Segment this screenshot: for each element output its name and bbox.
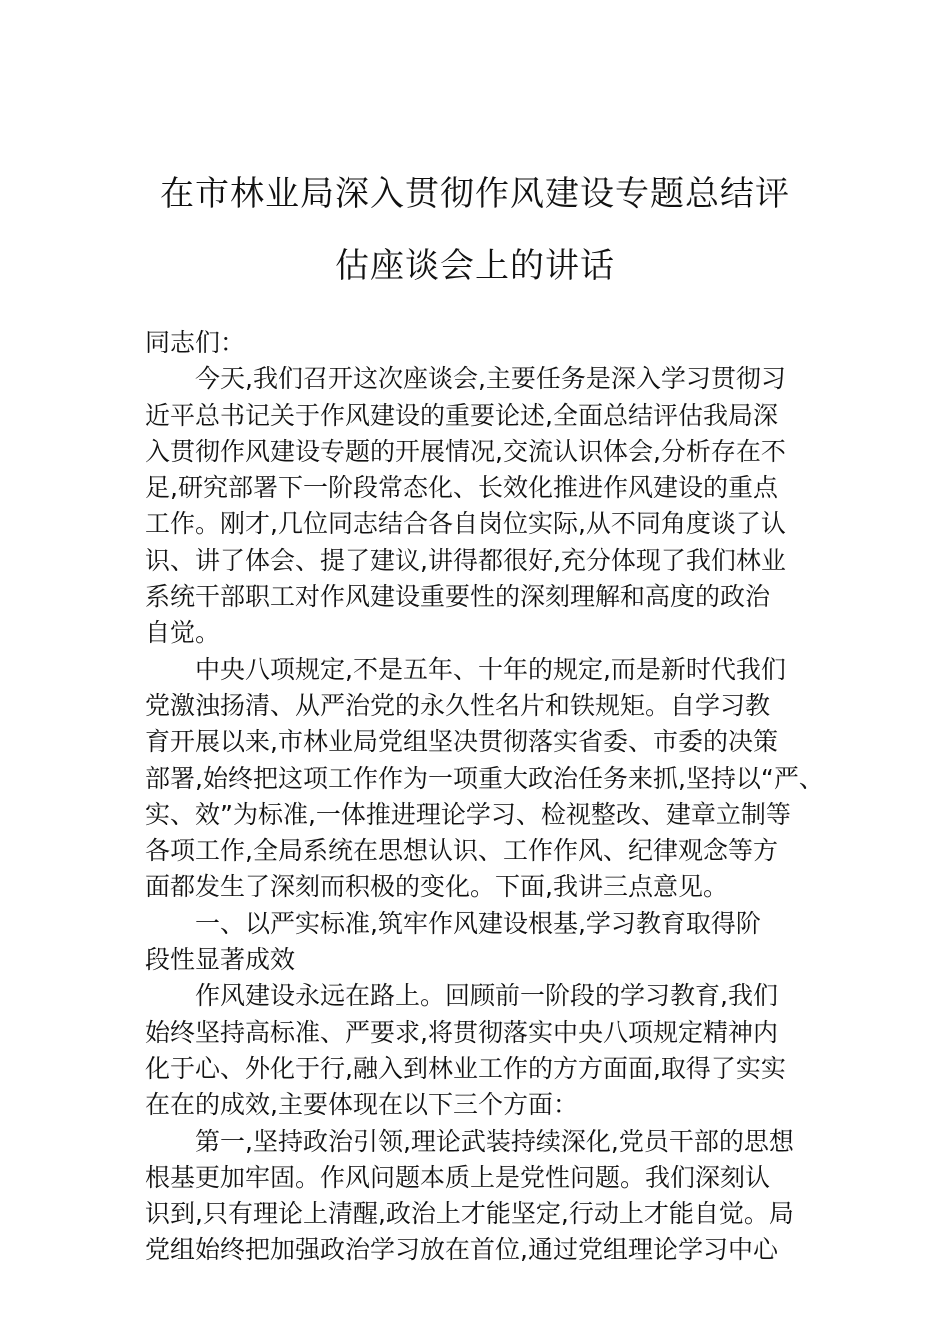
paragraph-4-line: 识到,只有理论上清醒,政治上才能坚定,行动上才能自觉。局 (145, 1199, 794, 1229)
paragraph-2-line: 面都发生了深刻而积极的变化。下面,我讲三点意见。 (145, 872, 728, 902)
paragraph-1-line: 识、讲了体会、提了建议,讲得都很好,充分体现了我们林业 (145, 545, 786, 575)
paragraph-1-line: 入贯彻作风建设专题的开展情况,交流认识体会,分析存在不 (145, 436, 786, 466)
paragraph-4-line: 根基更加牢固。作风问题本质上是党性问题。我们深刻认 (145, 1162, 771, 1192)
paragraph-2-line: 部署,始终把这项工作作为一项重大政治任务来抓,坚持以“严、 (145, 763, 824, 793)
paragraph-1-line: 足,研究部署下一阶段常态化、长效化推进作风建设的重点 (145, 473, 778, 503)
paragraph-3-line: 化于心、外化于行,融入到林业工作的方方面面,取得了实实 (145, 1053, 786, 1083)
document-title-line-2: 估座谈会上的讲话 (335, 246, 615, 286)
document-title-line-1: 在市林业局深入贯彻作风建设专题总结评 (160, 174, 790, 214)
paragraph-4-line: 党组始终把加强政治学习放在首位,通过党组理论学习中心 (145, 1235, 778, 1265)
salutation: 同志们： (145, 328, 246, 357)
paragraph-2-line: 各项工作,全局系统在思想认识、工作作风、纪律观念等方 (145, 836, 778, 866)
paragraph-1-line: 自觉。 (145, 618, 221, 648)
paragraph-2-line: 中央八项规定,不是五年、十年的规定,而是新时代我们 (195, 654, 786, 684)
paragraph-2-line: 党激浊扬清、从严治党的永久性名片和铁规矩。自学习教 (145, 690, 771, 720)
paragraph-1-line: 近平总书记关于作风建设的重要论述,全面总结评估我局深 (145, 400, 778, 430)
document-body (145, 325, 824, 1269)
paragraph-1-line: 今天,我们召开这次座谈会,主要任务是深入学习贯彻习 (195, 364, 786, 394)
section-heading-line: 段性显著成效 (145, 945, 296, 975)
paragraph-1-line: 工作。刚才,几位同志结合各自岗位实际,从不同角度谈了认 (145, 509, 786, 539)
paragraph-4-line: 第一,坚持政治引领,理论武装持续深化,党员干部的思想 (195, 1126, 794, 1156)
paragraph-3-line: 作风建设永远在路上。回顾前一阶段的学习教育,我们 (195, 981, 778, 1011)
paragraph-1-line: 系统干部职工对作风建设重要性的深刻理解和高度的政治 (145, 582, 771, 612)
paragraph-2-line: 实、效”为标准,一体推进理论学习、检视整改、建章立制等 (145, 799, 791, 829)
paragraph-3-line: 在在的成效,主要体现在以下三个方面： (145, 1090, 578, 1120)
paragraph-2-line: 育开展以来,市林业局党组坚决贯彻落实省委、市委的决策 (145, 727, 778, 757)
section-heading-line: 一、以严实标准,筑牢作风建设根基,学习教育取得阶 (195, 908, 761, 938)
paragraph-3-line: 始终坚持高标准、严要求,将贯彻落实中央八项规定精神内 (145, 1017, 778, 1047)
